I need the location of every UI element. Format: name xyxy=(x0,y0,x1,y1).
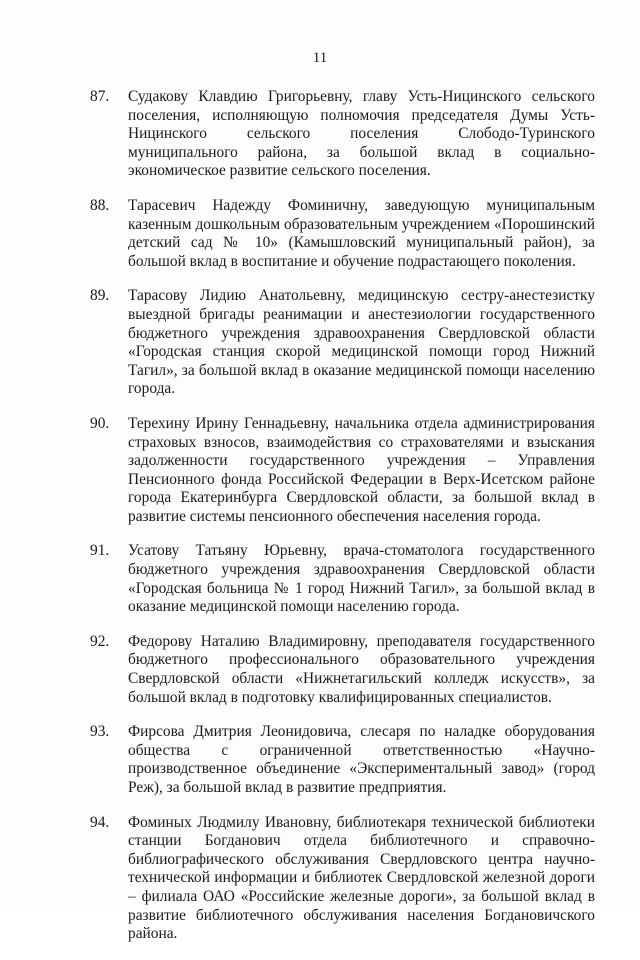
item-text: Фоминых Людмилу Ивановну, библиотекаря технической библиотеки станции Богданович отдела библиотечного и справочно-библиографического обслуживания Свердловского центра научно-технической информации и библиотек Свердловской железной дороги – филиала ОАО «Российские железные дороги», за большой вклад в развитие библиотечного обслуживания населения Богдановичского района. xyxy=(128,813,595,943)
item-text: Фирсова Дмитрия Леонидовича, слесаря по наладке оборудования общества с ограниченной ответственностью «Научно-производственное объединение «Экспериментальный завод» (город Реж), за большой вклад в развитие предприятия. xyxy=(128,723,595,796)
list-item xyxy=(90,542,595,616)
item-number: 91. xyxy=(90,542,110,560)
item-number: 92. xyxy=(90,632,110,650)
list-item xyxy=(90,723,595,797)
list-item xyxy=(90,287,595,399)
item-number: 89. xyxy=(90,287,110,305)
item-text: Терехину Ирину Геннадьевну, начальника отдела администрирования страховых взносов, взаимодействия со страхователями и взыскания задолженности государственного учреждения – Управления Пенсионного фонда Российской Федерации в Верх-Исетском районе города Екатеринбурга Свердловской области, за большой вклад в развитие системы пенсионного обеспечения населения города. xyxy=(128,414,595,525)
item-text: Тарасевич Надежду Фоминичну, заведующую муниципальным казенным дошкольным образовательным учреждением «Порошинский детский сад № 10» (Камышловский муниципальный район), за большой вклад в воспитание и обучение подрастающего поколения. xyxy=(128,196,595,270)
item-number: 90. xyxy=(90,414,110,432)
award-list xyxy=(90,88,595,960)
list-item xyxy=(90,415,595,527)
item-text: Тарасову Лидию Анатольевну, медицинскую сестру-анестезистку выездной бригады реанимации и анестезиологии государственного бюджетного учреждения здравоохранения Свердловской области «Городская станция скорой медицинской помощи город Нижний Тагил», за большой вклад в оказание медицинской помощи населению города. xyxy=(128,287,595,398)
list-item xyxy=(90,197,595,271)
item-number: 87. xyxy=(90,88,110,105)
item-number: 93. xyxy=(90,723,110,741)
list-item xyxy=(90,633,595,707)
page-number: 11 xyxy=(312,50,328,66)
item-text: Судакову Клавдию Григорьевну, главу Усть-Ницинского сельского поселения, исполняющую полномочия председателя Думы Усть-Ницинского сельского поселения Слободо-Туринского муниципального района, за большой вклад в социально-экономическое развитие сельского поселения. xyxy=(128,88,595,180)
item-text: Федорову Наталию Владимировну, преподавателя государственного бюджетного профессионального образовательного учреждения Свердловской области «Нижнетагильский колледж искусств», за большой вклад в подготовку квалифицированных специалистов. xyxy=(128,632,595,706)
item-number: 88. xyxy=(90,196,110,214)
item-number: 94. xyxy=(90,813,110,831)
list-item xyxy=(90,88,595,181)
item-text: Усатову Татьяну Юрьевну, врача-стоматолога государственного бюджетного учреждения здравоохранения Свердловской области «Городская больница № 1 город Нижний Тагил», за большой вклад в оказание медицинской помощи населению города. xyxy=(128,542,595,616)
list-item xyxy=(90,814,595,944)
